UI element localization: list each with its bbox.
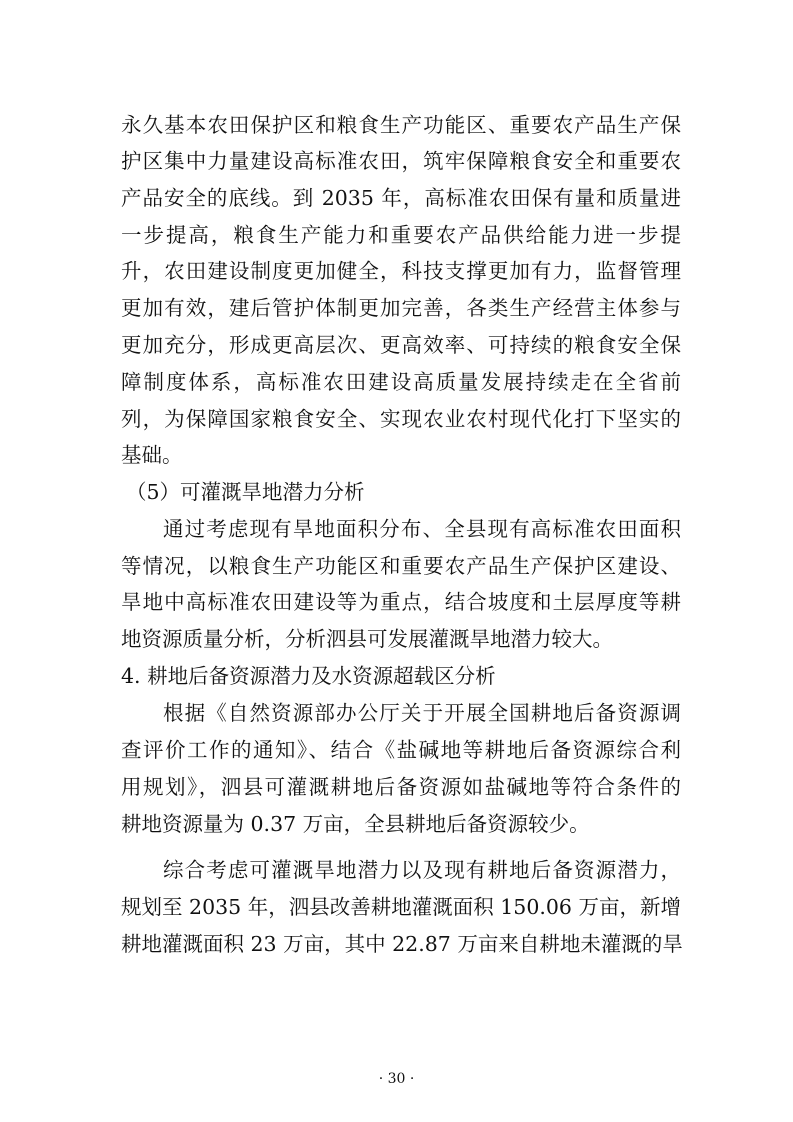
section-heading-5: （5）可灌溉旱地潜力分析 (126, 480, 365, 504)
text-line: 综合考虑可灌溉旱地潜力以及现有耕地后备资源潜力， (163, 858, 681, 882)
text-line: 用规划》，泗县可灌溉耕地后备资源如盐碱地等符合条件的 (121, 775, 681, 799)
text-line: 耕地灌溉面积 23 万亩，其中 22.87 万亩来自耕地未灌溉的旱 (121, 932, 683, 956)
text-line: 护区集中力量建设高标准农田，筑牢保障粮食安全和重要农 (121, 149, 681, 173)
text-line: 一步提高，粮食生产能力和重要农产品供给能力进一步提 (121, 223, 681, 247)
section-heading-4: 4. 耕地后备资源潜力及水资源超载区分析 (121, 664, 496, 688)
text-line: 升，农田建设制度更加健全，科技支撑更加有力，监督管理 (121, 259, 681, 283)
text-line: 基础。 (121, 443, 183, 467)
text-line: 障制度体系，高标准农田建设高质量发展持续走在全省前 (121, 370, 681, 394)
text-line: 耕地资源量为 0.37 万亩，全县耕地后备资源较少。 (121, 812, 590, 836)
text-line: 通过考虑现有旱地面积分布、全县现有高标准农田面积 (163, 517, 681, 541)
text-line: 更加有效，建后管护体制更加完善，各类生产经营主体参与 (121, 296, 681, 320)
text-line: 等情况，以粮食生产功能区和重要农产品生产保护区建设、 (121, 554, 681, 578)
page-number: · 30 · (378, 1071, 415, 1087)
text-line: 地资源质量分析，分析泗县可发展灌溉旱地潜力较大。 (121, 627, 613, 651)
text-line: 旱地中高标准农田建设等为重点，结合坡度和土层厚度等耕 (121, 590, 681, 614)
text-line: 更加充分，形成更高层次、更高效率、可持续的粮食安全保 (121, 333, 681, 357)
text-line: 列，为保障国家粮食安全、实现农业农村现代化打下坚实的 (121, 407, 681, 431)
text-line: 产品安全的底线。到 2035 年，高标准农田保有量和质量进 (121, 186, 681, 210)
text-line: 根据《自然资源部办公厅关于开展全国耕地后备资源调 (163, 701, 681, 725)
text-line: 永久基本农田保护区和粮食生产功能区、重要农产品生产保 (121, 113, 681, 137)
text-line: 规划至 2035 年，泗县改善耕地灌溉面积 150.06 万亩，新增 (121, 895, 681, 919)
text-line: 查评价工作的通知》、结合《盐碱地等耕地后备资源综合利 (121, 738, 681, 762)
